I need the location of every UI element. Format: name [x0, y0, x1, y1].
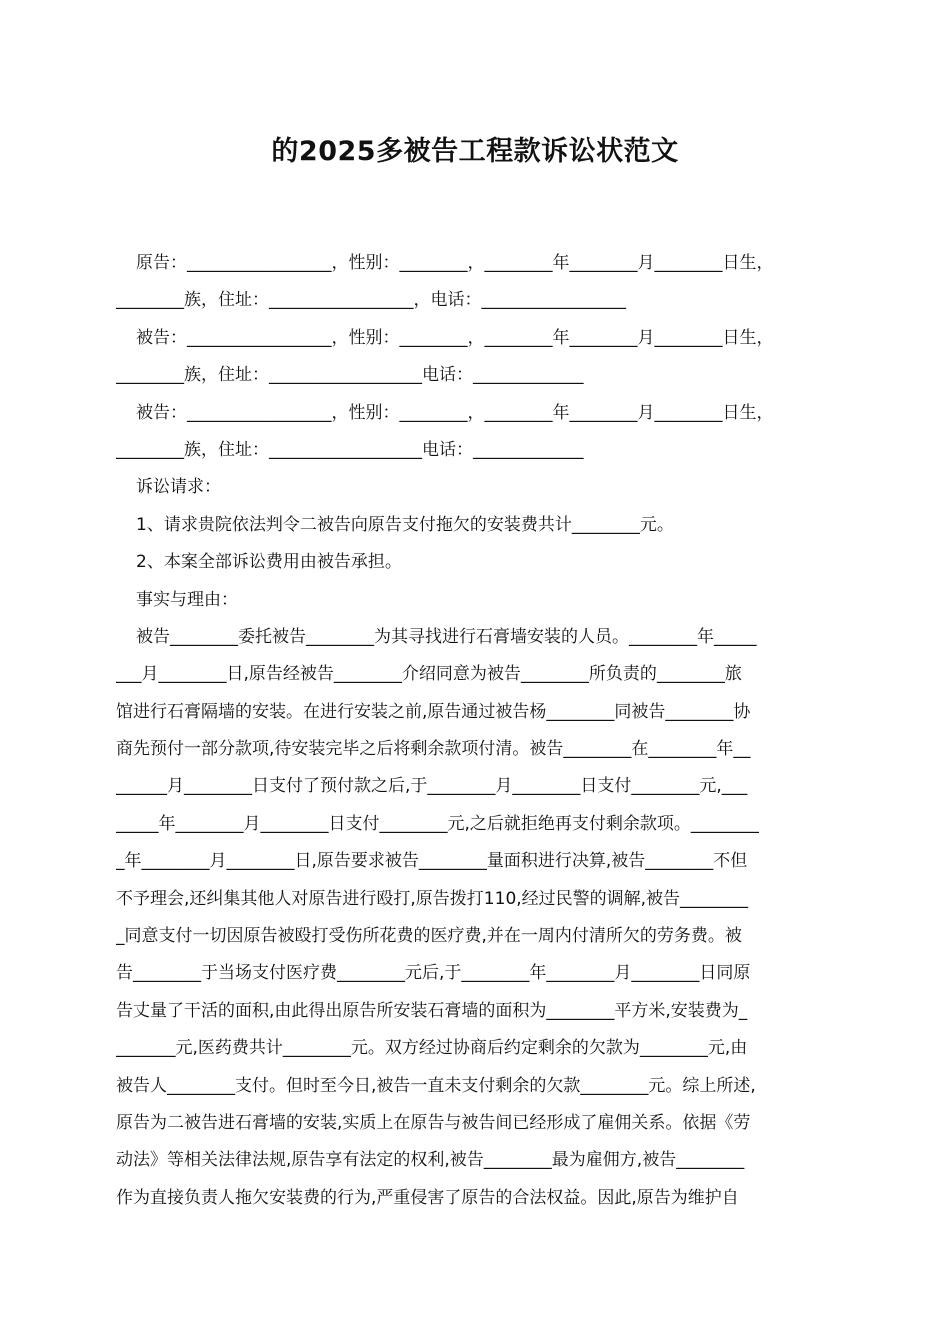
facts-paragraph-line: 告丈量了干活的面积,由此得出原告所安装石膏墙的面积为________平方米,安装费为_	[116, 1000, 748, 1021]
facts-heading: 事实与理由：	[136, 589, 238, 610]
document-body	[116, 245, 840, 1217]
defendant-2-line-1: 被告：_________________，性别：________，________年________月________日生，	[136, 402, 774, 423]
claim-item-2: 2、本案全部诉讼费用由被告承担。	[136, 552, 402, 573]
facts-paragraph-line: 作为直接负责人拖欠安装费的行为,严重侵害了原告的合法权益。因此,原告为维护自	[116, 1187, 739, 1208]
facts-paragraph-line: 原告为二被告进石膏墙的安装,实质上在原告与被告间已经形成了雇佣关系。依据《劳	[116, 1112, 751, 1133]
plaintiff-line-2: ________族，住址：_________________，电话：_________________	[116, 290, 626, 311]
plaintiff-line-1: 原告：_________________，性别：________，________年________月________日生，	[136, 253, 774, 273]
defendant-1-line-1: 被告：_________________，性别：________，________年________月________日生，	[136, 327, 774, 348]
facts-paragraph-line: _同意支付一切因原告被殴打受伤所花费的医疗费,并在一周内付清所欠的劳务费。被	[116, 926, 742, 947]
claim-item-1: 1、请求贵院依法判令二被告向原告支付拖欠的安装费共计________元。	[136, 514, 674, 535]
facts-paragraph-line: 被告________委托被告________为其寻找进行石膏墙安装的人员。________年_____	[136, 626, 757, 647]
facts-paragraph-line: 告________于当场支付医疗费________元后,于________年________月________日同原	[116, 963, 751, 984]
defendant-2-line-2: ________族，住址：__________________电话：_____________	[116, 439, 584, 460]
facts-paragraph-line: 被告人________支付。但时至今日,被告一直未支付剩余的欠款________元。综上所述,	[116, 1075, 756, 1096]
facts-paragraph-line: _____年________月________日支付________元,之后就拒绝再支付剩余款项。________	[116, 813, 759, 834]
facts-paragraph-line: ___月________日,原告经被告________介绍同意为被告________所负责的________旅	[116, 664, 742, 685]
facts-paragraph-line: 动法》等相关法律法规,原告享有法定的权利,被告________最为雇佣方,被告________	[116, 1150, 745, 1171]
defendant-1-line-2: ________族，住址：__________________电话：_____________	[116, 365, 584, 386]
claims-heading: 诉讼请求：	[136, 477, 221, 498]
facts-paragraph-line: _______元,医药费共计________元。双方经过协商后约定剩余的欠款为________元,由	[116, 1038, 748, 1059]
facts-paragraph-line: _年________月________日,原告要求被告________量面积进行决算,被告________不但	[116, 851, 748, 872]
facts-paragraph-line: ______月________日支付了预付款之后,于________月________日支付________元,___	[116, 776, 748, 797]
document-title: 的2025多被告工程款诉讼状范文	[271, 136, 679, 167]
facts-paragraph-line: 商先预付一部分款项,待安装完毕之后将剩余款项付清。被告________在________年__	[116, 739, 751, 760]
facts-paragraph-line: 馆进行石膏隔墙的安装。在进行安装之前,原告通过被告杨________同被告________协	[116, 701, 751, 722]
facts-paragraph-line: 不予理会,还纠集其他人对原告进行殴打,原告拨打110,经过民警的调解,被告________	[116, 888, 749, 909]
